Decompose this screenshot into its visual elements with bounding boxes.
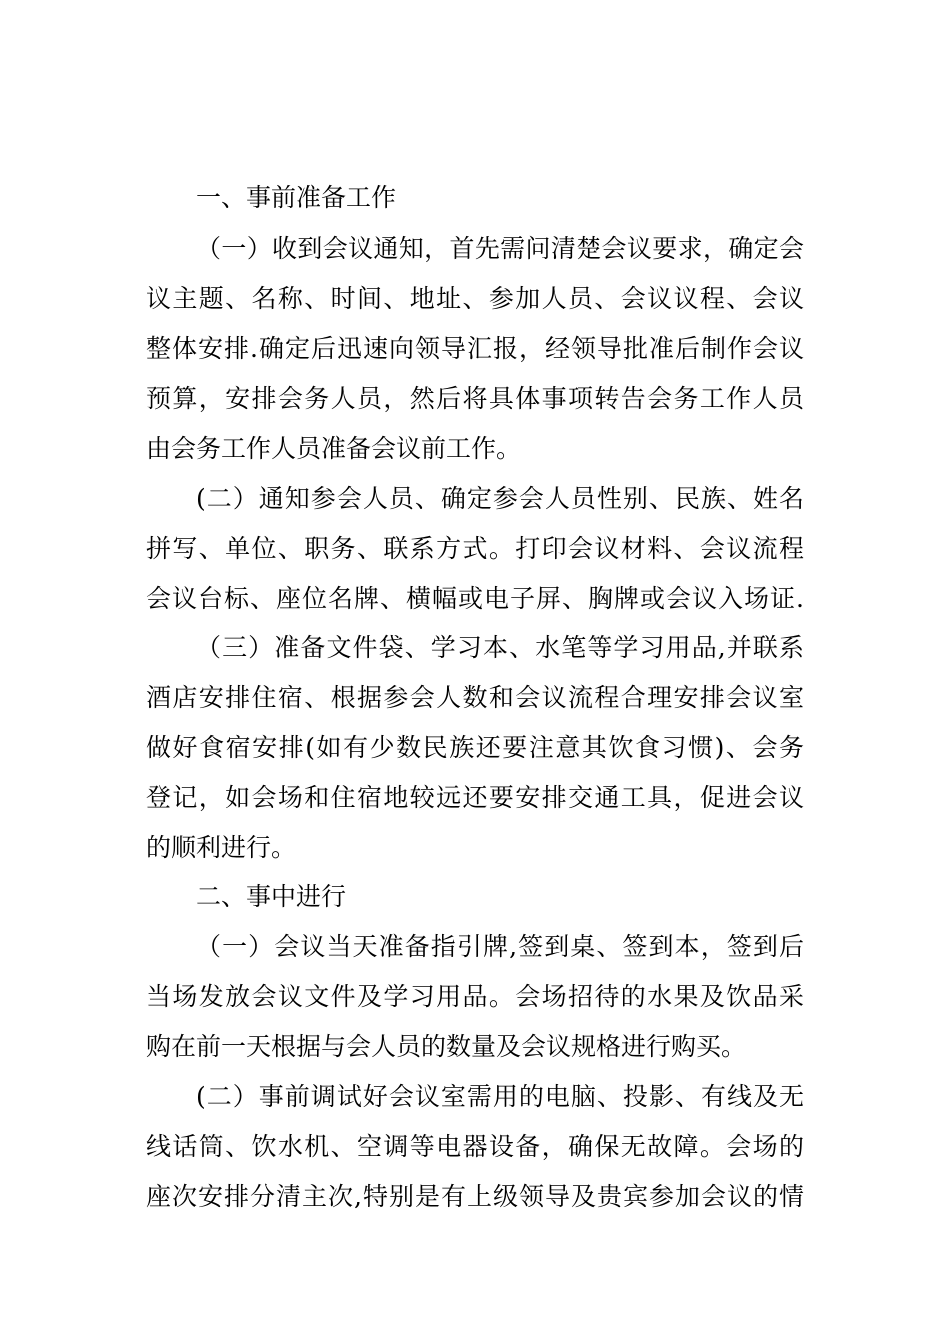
paragraph-line: 当场发放会议文件及学习用品。会场招待的水果及饮品采 xyxy=(146,982,804,1011)
paragraph-line: 整体安排.确定后迅速向领导汇报，经领导批准后制作会议 xyxy=(146,334,804,363)
paragraph-line: （一）会议当天准备指引牌,签到桌、签到本，签到后 xyxy=(196,932,804,961)
paragraph-line: 座次安排分清主次,特别是有上级领导及贵宾参加会议的情 xyxy=(146,1182,804,1211)
paragraph-line: 拼写、单位、职务、联系方式。打印会议材料、会议流程 xyxy=(146,534,804,563)
paragraph-line: 议主题、名称、时间、地址、参加人员、会议议程、会议 xyxy=(146,284,804,313)
section-heading-preparation: 一、事前准备工作 xyxy=(196,183,397,212)
paragraph-line: (二）通知参会人员、确定参会人员性别、民族、姓名 xyxy=(196,484,804,513)
paragraph-line: 由会务工作人员准备会议前工作。 xyxy=(146,434,522,463)
paragraph-line: 做好食宿安排(如有少数民族还要注意其饮食习惯)、会务 xyxy=(146,733,804,762)
paragraph-line: 会议台标、座位名牌、横幅或电子屏、胸牌或会议入场证. xyxy=(146,584,804,613)
paragraph-line: （一）收到会议通知，首先需问清楚会议要求，确定会 xyxy=(196,234,804,263)
paragraph-line: 酒店安排住宿、根据参会人数和会议流程合理安排会议室 xyxy=(146,683,804,712)
paragraph-line: 的顺利进行。 xyxy=(146,833,297,862)
section-heading-in-progress: 二、事中进行 xyxy=(196,882,347,911)
paragraph-line: 登记，如会场和住宿地较远还要安排交通工具，促进会议 xyxy=(146,783,804,812)
paragraph-line: 线话筒、饮水机、空调等电器设备，确保无故障。会场的 xyxy=(146,1132,804,1161)
paragraph-line: 购在前一天根据与会人员的数量及会议规格进行购买。 xyxy=(146,1032,747,1061)
paragraph-line: (二）事前调试好会议室需用的电脑、投影、有线及无 xyxy=(196,1082,804,1111)
paragraph-line: 预算，安排会务人员，然后将具体事项转告会务工作人员 xyxy=(146,384,804,413)
paragraph-line: （三）准备文件袋、学习本、水笔等学习用品,并联系 xyxy=(196,633,804,662)
